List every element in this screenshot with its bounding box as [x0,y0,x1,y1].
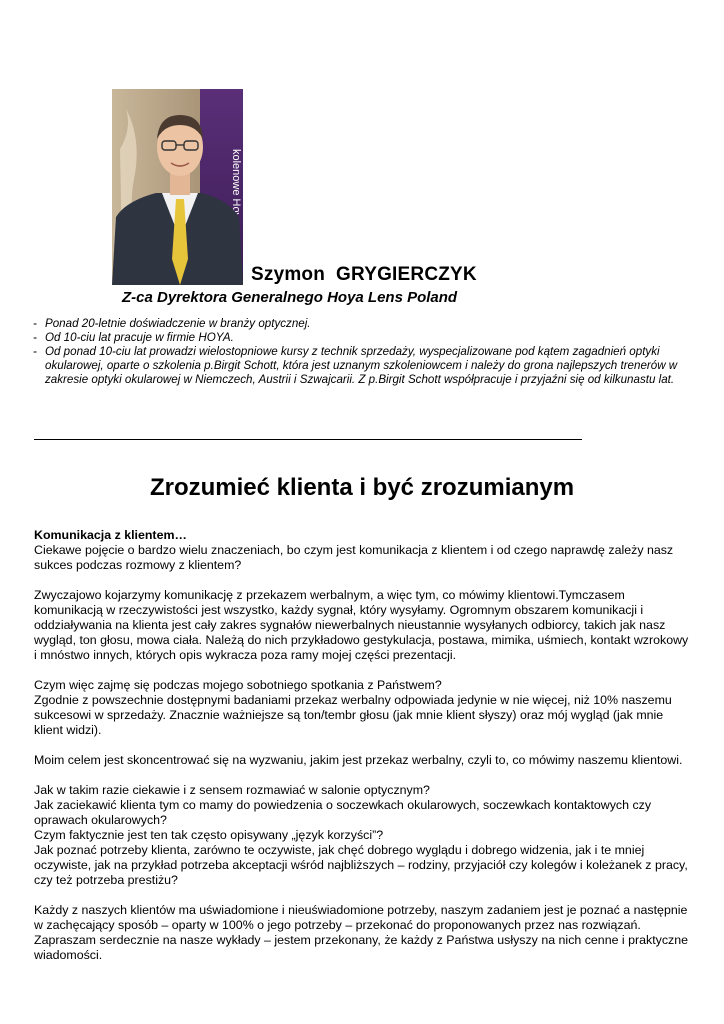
paragraph: Czym więc zajmę się podczas mojego sobotniego spotkania z Państwem? Zgodnie z powszechnie dostępnymi badaniami przekaz werbalny odpowiada jedynie w nie więcej, niż 10% naszemu sukcesowi w sprzedaży. Znacznie ważniejsze są ton/tembr głosu (jak mnie klient słyszy) oraz mój wygląd (jak mnie klient widzi). [34,678,672,737]
article-title: Zrozumieć klienta i być zrozumianym [149,474,575,501]
bio-item: - Od 10-ciu lat pracuje w firmie HOYA. [33,331,234,344]
paragraph: Zwyczajowo kojarzymy komunikację z przekazem werbalnym, a więc tym, co mówimy klientowi.Tymczasem komunikacją w rzeczywistości jest wszystko, każdy sygnał, który wysyłamy. Ogromnym obszarem komunikacji i oddziaływania na klienta jest cały zakres sygnałów niewerbalnych nieustannie wysyłanych odbiorcy, takich jak nasz wygląd, ton głosu, mowa ciała. Należą do nich przykładowo gestykulacja, postawa, mimika, uśmiech, kontakt wzrokowy i mnóstwo innych, których opis wykracza poza ramy mojej części prezentacji. [34,588,689,662]
bio-list [33,317,693,387]
paragraph: Każdy z naszych klientów ma uświadomione i nieuświadomione potrzeby, naszym zadaniem jest je poznać a następnie w zachęcający sposób – oparty w 100% o jego potrzeby – przekonać do proponowanych przez nas rozwiązań. Zapraszam serdecznie na nasze wykłady – jestem przekonany, że każdy z Państwa usłyszy na nich cenne i praktyczne wiadomości. [34,903,689,962]
speaker-name: Szymon GRYGIERCZYK [251,264,477,285]
paragraph: Jak w takim razie ciekawie i z sensem rozmawiać w salonie optycznym? Jak zaciekawić klienta tym co mamy do powiedzenia o soczewkach okularowych, soczewkach kontaktowych czy oprawach okularowych? Czym faktycznie jest ten tak często opisywany „język korzyści”? Jak poznać potrzeby klienta, zarówno te oczywiste, jak chęć dobrego wyglądu i dobrego widzenia, jak i te mniej oczywiste, jak na przykład potrzeba akceptacji wśród najbliższych – rodziny, przyjaciół czy kolegów i koleżanek z pracy, czy też potrzeba prestiżu? [34,783,688,887]
section-heading: Komunikacja z klientem… [34,528,187,542]
divider [34,439,582,440]
article-body [34,528,694,978]
speaker-role: Z-ca Dyrektora Generalnego Hoya Lens Poland [122,289,458,306]
speaker-photo [112,89,243,285]
bio-item: - Od ponad 10-ciu lat prowadzi wielostopniowe kursy z technik sprzedaży, wyspecjalizowane pod kątem zagadnień optyki okularowej, oparte o szkolenia p.Birgit Schott, która jest uznanym szkoleniowcem i należy do grona najlepszych trenerów w zakresie optyki okularowej w Niemczech, Austrii i Szwajcarii. Z p.Birgit Schott współpracuje i przyjaźni się od kilkunastu lat. [33,345,678,386]
photo-banner-text: kolenowe Hoy [230,149,242,219]
paragraph: Moim celem jest skoncentrować się na wyzwaniu, jakim jest przekaz werbalny, czyli to, co mówimy naszemu klientowi. [34,753,683,767]
bio-item: - Ponad 20-letnie doświadczenie w branży optycznej. [33,317,311,330]
paragraph: Komunikacja z klientem… Ciekawe pojęcie o bardzo wielu znaczeniach, bo czym jest komunikacja z klientem i od czego naprawdę zależy nasz sukces podczas rozmowy z klientem? [34,528,694,573]
